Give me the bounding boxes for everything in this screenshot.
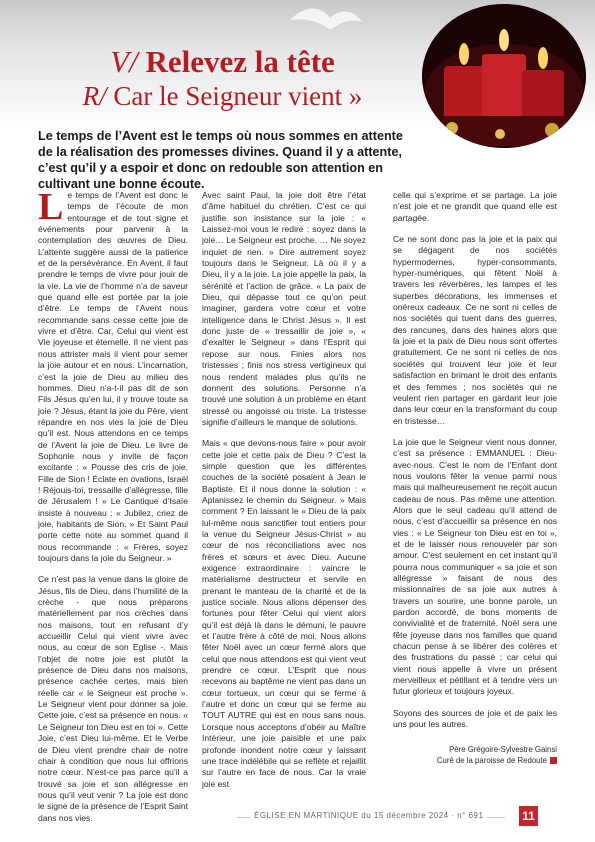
paragraph: La joie que le Seigneur vient nous donner, c’est sa présence : EMMANUEL : Dieu-avec-nous. C’est le nom de l’Enfant dont nous voulons fêter la venue parmi nous mais qui malheureusement ne reçoit aucun cadeau de nous. Pas même une attention. Alors que le seul cadeau qu’il attend de nous, c’est d’accueillir sa présence en nos vies : « Le Seigneur ton Dieu est en toi », et de le laisser nous renouveler par son amour. C’est seulement en cet instant qu’il pourra nous communiquer « sa joie et son allégresse » faisant de nous des missionnaires de sa joie aux autres à travers un sourire, une bonne parole, un pardon accordé, de bons moments de convivialité et de fraternité. Noël sera une fête joyeuse dans nos familles que quand chacun pense à se libérer des colères et des frustrations du passé ; car celui qui vient nous appelle à vivre un présent merveilleux et pétillant et à tendre vers un futur glorieux et toujours joyeux. xyxy=(393,436,557,697)
title-versicle-prefix: V/ xyxy=(110,44,138,79)
end-square-icon xyxy=(550,757,557,764)
title-versicle: Relevez la tête xyxy=(145,44,335,79)
paragraph: Mais « que devons-nous faire » pour avoir cette joie et cette paix de Dieu ? C’est la simple question que les différentes couches de la société posaient à Jean le Baptiste. Et il nous donne la solution : « Aplanissez le chemin du Seigneur. » Mais comment ? En laissant le « Dieu de la paix lui-même nous sanctifier tout entiers pour la venue du Seigneur Jésus-Christ » au cœur de nos réconciliations avec nos frères et sœurs et avec Dieu. Aucune exigence extraordinaire : vaincre le matérialisme destructeur et servile en prenant le manteau de la charité et de la justice sociale. Nous allons dépenser des fortunes pour fêter Celui qui vient alors qu’il est déjà là dans le démuni, le pauvre et l’autre frère à côté de moi. Nous allons fêter Noël avec un cœur fermé alors que celui que nous attendons est qui vient veut prendre ce cœur. L’Esprit que nous recevons au baptême ne vient pas dans un cœur tortueux, un cœur qui se ferme à l’autre et donc un cœur qui se ferme au TOUT AUTRE qui est en nous sans nous. Lorsque nous acceptons d’obéir au Maître Intérieur, une joie paisible et une paix profonde inondent notre cœur y laissant une trace indélébile qui se reflète et rejaillit sur l’autre en face de nous. Car la vraie joie est xyxy=(202,438,366,789)
advent-candles-image xyxy=(422,4,586,148)
column-2 xyxy=(202,190,366,800)
column-3 xyxy=(393,190,557,766)
page-footer xyxy=(0,806,595,828)
page-title xyxy=(30,44,415,112)
title-response-prefix: R/ xyxy=(82,81,107,111)
paragraph: Ce n’est pas la venue dans la gloire de Jésus, fils de Dieu, dans l’humilité de la crèche - que nous préparons matériellement par nos crèches dans nos maisons, tout en refusant d’y accueillir Celui qui vient vivre avec nous, au cœur de son Eglise -. Mais l’objet de notre joie est plutôt la présence de Dieu dans nos maisons, présence cachée certes, mais bien réelle car « le Seigneur est proche ». Le Seigneur vient pour donner sa joie. Cette joie, c’est sa présence en nous. « Le Seigneur ton Dieu est en toi ». Cette Joie, c’est Dieu lui-même. Et le Verbe de Dieu vient prendre chair de notre chair à condition que nous lui offrions notre cœur. N’est-ce pas parce qu’il a trouvé sa joie et son allégresse en nous qu’il veut venir ? La joie est donc le signe de la présence de l’Esprit Saint dans nos vies. xyxy=(38,574,188,823)
paragraph: Avec saint Paul, la joie doit être l’état d’âme habituel du chrétien. C’est ce qui justifie son insistance sur la joie : « Laissez-moi vous le redire : soyez dans la joie… Le Seigneur est proche. … Ne soyez inquiet de rien. » Dire autrement soyez toujours dans le Seigneur. Là où il y a Dieu, il y a la joie. La joie appelle la paix, la sérénité et l’action de grâce. « La paix de Dieu, qui dépasse tout ce qu’on peut imaginer, gardera votre cœur et votre intelligence dans le Christ Jésus ». Il est donc juste de « tressaillir de joie », « d’exalter le Seigneur » dans l’Esprit qui repose sur nous. Finies alors nos tristesses ; finis nos stress vertigineux qui nous rendent malades plus qu’ils ne donnent des solutions. Personne n’a trouvé une solution à un problème en étant stressé ou angoissé ou triste. La tristesse signifie d’ailleurs le manque de solutions. xyxy=(202,190,366,427)
paragraph-text: e temps de l’Avent est donc le temps de l’écoute de mon entourage et de tout signe et événements pour parvenir à la contemplation des œuvres de Dieu. L’attente suggère aussi de la patience et de la persévérance. En Avent, il faut prendre le temps de vivre pour jouir de la vie. La vie de l’homme n’a de saveur que quand elle est portée par la joie d’être. Le temps de l’Avent nous recommande sans cesse cette joie de vivre et d’être. Car, Celui qui vient est Vie joyeuse et éternelle. Il ne vient pas nous attrister mais il vient pour semer la joie autour et en nous. L’incarnation, c’est la joie de Dieu au milieu des hommes. Dieu n’a-t-il pas dit de son Fils Jésus qu’en lui, il y trouve toute sa joie ? Jésus, étant la joie du Père, vient répandre en nos vies la joie de Dieu qu’il est. Nous attendons en ce temps de l’Avent la joie de Dieu. Le livre de Sophonie nous y invite de façon excitante : « Pousse des cris de joie, Fille de Sion ! Éclate en ovations, Israël ! Réjouis-toi, tressaille d’allégresse, fille de Jérusalem ! » Le Cantique d’Isaïe insiste à nouveau : « Jubilez, criez de joie, habitants de Sion. » Et Saint Paul porte cette note au sommet quand il nous recommande : « Frères, soyez toujours dans la joie du Seigneur. » xyxy=(38,190,188,563)
author-name: Père Grégoire-Sylvestre Gainsi xyxy=(449,745,557,755)
signature xyxy=(393,744,557,766)
footer-publication: ÉGLISE EN MARTINIQUE du 15 décembre 2024 · n° 691 xyxy=(250,811,487,820)
paragraph: celle qui s’exprime et se partage. La joie n’est joie et ne grandit que quand elle est partagée. xyxy=(393,190,557,223)
title-response: Car le Seigneur vient » xyxy=(113,81,363,111)
dove-icon xyxy=(250,0,400,40)
page-number: 11 xyxy=(519,806,538,826)
paragraph: Ce ne sont donc pas la joie et la paix qui se dégagent de nos sociétés hypermodernes, hyper-consommants, hyper-numériques, qui fêtent Noël à travers les réverbères, les lampes et les superbes décorations, les immenses et onéreux cadeaux. Ce ne sont ni celles de nos sociétés qui tuent dans des guerres, des rancunes, dans des haines alors que la joie et la paix de Dieu nous sont offertes gratuitement. Ce ne sont ni celles de nos sociétés qui trouvent leur joie et leur satisfaction en brimant le droit des enfants et des femmes ; nos sociétés qui ne veulent rien partager en gardant leur joie dans leur cœur en la transformant du coup en tristesse… xyxy=(393,234,557,426)
paragraph: Soyons des sources de joie et de paix les uns pour les autres. xyxy=(393,707,557,730)
column-1 xyxy=(38,186,188,834)
intro-paragraph: Le temps de l’Avent est le temps où nous sommes en attente de la réalisation des promesses divines. Quand il y a attente, c’est qu’il y a espoir et donc on redouble son attention en cultivant une bonne écoute. xyxy=(38,129,403,191)
author-role: Curé de la paroisse de Redoute xyxy=(436,756,547,766)
drop-cap: L xyxy=(38,186,64,228)
paragraph xyxy=(38,186,188,564)
